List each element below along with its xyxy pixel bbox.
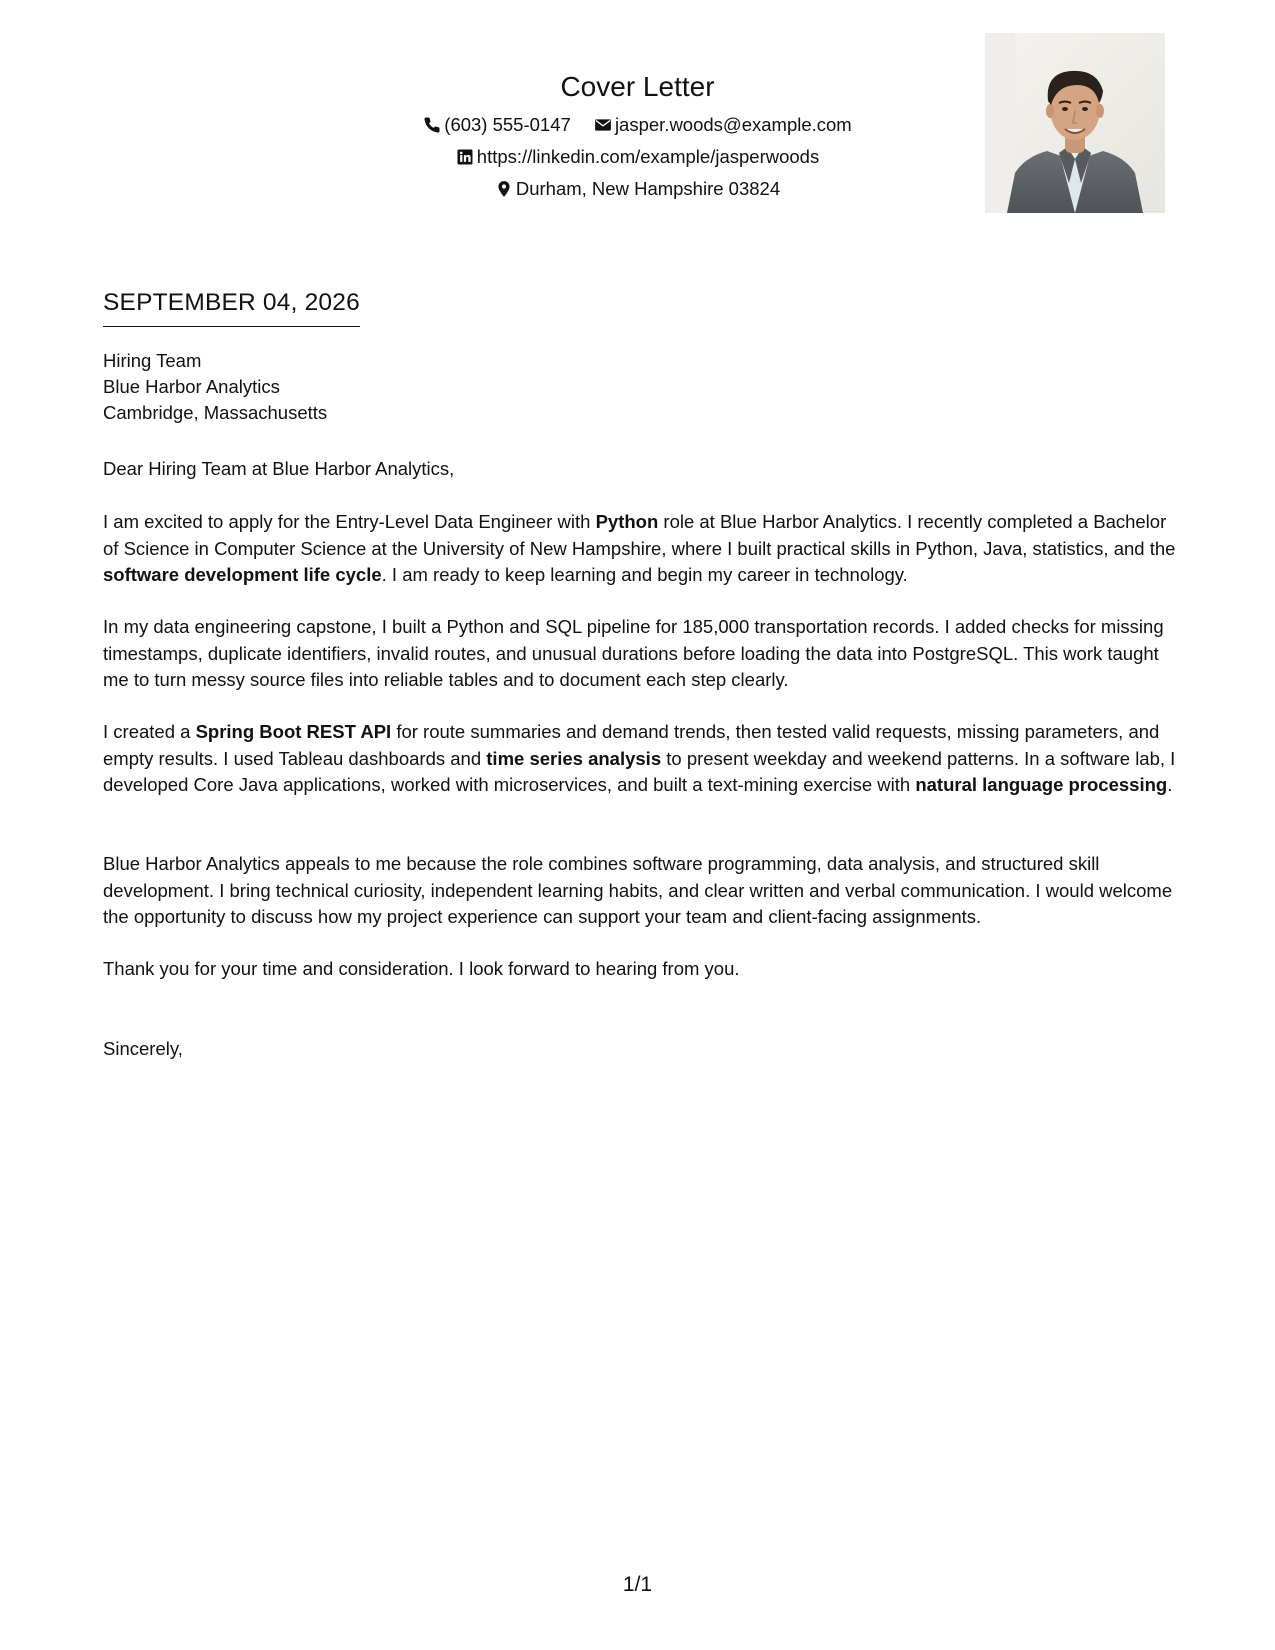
bold-keyword: Python <box>595 511 659 532</box>
map-pin-icon <box>495 180 513 198</box>
paragraph-text: Blue Harbor Analytics appeals to me because the role combines software programming, data analysis, and structured skill development. I bring technical curiosity, independent learning habits, and clear written and verbal communication. I would welcome the opportunity to discuss how my project experience can support your team and client-facing assignments. <box>103 853 1173 927</box>
letter-date-block <box>103 288 360 327</box>
profile-photo <box>985 33 1165 213</box>
paragraph-text: In my data engineering capstone, I built a Python and SQL pipeline for 185,000 transportation records. I added checks for missing timestamps, duplicate identifiers, invalid routes, and unusual durations before loading the data into PostgreSQL. This work taught me to turn messy source files into reliable tables and to document each step clearly. <box>103 616 1164 690</box>
text-run: for route summaries and demand trends, then tested valid requests, missing parameters, and empty results. I used Tableau dashboards and <box>103 721 1160 769</box>
email-contact <box>594 113 852 137</box>
envelope-icon <box>594 116 612 134</box>
text-run: I created a <box>103 721 196 742</box>
paragraph-motivation <box>103 851 1178 931</box>
paragraph-text: Thank you for your time and consideration. I look forward to hearing from you. <box>103 958 740 979</box>
document-title: Cover Letter <box>560 71 715 102</box>
text-run: role at Blue Harbor Analytics. I recently completed a Bachelor of Science in Computer Science at the University of New Hampshire, where I built practical skills in Python, Java, statistics, and the <box>103 511 1176 559</box>
paragraph-projects <box>103 719 1178 799</box>
text-run: . <box>1167 774 1173 795</box>
linkedin-icon <box>456 148 474 166</box>
recipient-company: Blue Harbor Analytics <box>103 376 280 397</box>
recipient-location: Cambridge, Massachusetts <box>103 402 328 423</box>
paragraph-text <box>103 719 1178 799</box>
closing <box>103 1036 1178 1063</box>
text-run: . I am ready to keep learning and begin my career in technology. <box>381 564 908 585</box>
phone-icon <box>423 116 441 134</box>
phone-number: (603) 555-0147 <box>444 114 571 136</box>
letter-header <box>0 0 1275 230</box>
email-address[interactable]: jasper.woods@example.com <box>614 114 852 136</box>
bold-keyword: software development life cycle <box>103 564 382 585</box>
paragraph-capstone <box>103 614 1178 694</box>
linkedin-contact <box>456 145 819 169</box>
bold-keyword: time series analysis <box>486 747 662 769</box>
text-run: I am excited to apply for the Entry-Level Data Engineer with <box>103 511 596 532</box>
location-text: Durham, New Hampshire 03824 <box>515 178 781 200</box>
phone-contact <box>423 113 571 137</box>
recipient-name: Hiring Team <box>103 350 202 371</box>
paragraph-text <box>103 509 1178 589</box>
closing-text: Sincerely, <box>103 1038 183 1059</box>
salutation <box>103 456 1178 483</box>
paragraph-introduction <box>103 509 1178 589</box>
letter-date: SEPTEMBER 04, 2026 <box>103 288 360 327</box>
location-contact <box>495 177 780 201</box>
salutation-text: Dear Hiring Team at Blue Harbor Analytics, <box>103 458 455 479</box>
linkedin-url[interactable]: https://linkedin.com/example/jasperwoods <box>476 146 820 168</box>
page-number: 1/1 <box>622 1573 653 1596</box>
bold-keyword: natural language processing <box>915 774 1168 795</box>
text-run: to present weekday and weekend patterns. In a software lab, I developed Core Java applications, worked with microservices, and built a text-mining exercise with <box>103 747 1176 795</box>
recipient-address <box>103 348 327 426</box>
bold-keyword: Spring Boot REST API <box>195 721 392 742</box>
paragraph-thanks <box>103 956 1178 983</box>
